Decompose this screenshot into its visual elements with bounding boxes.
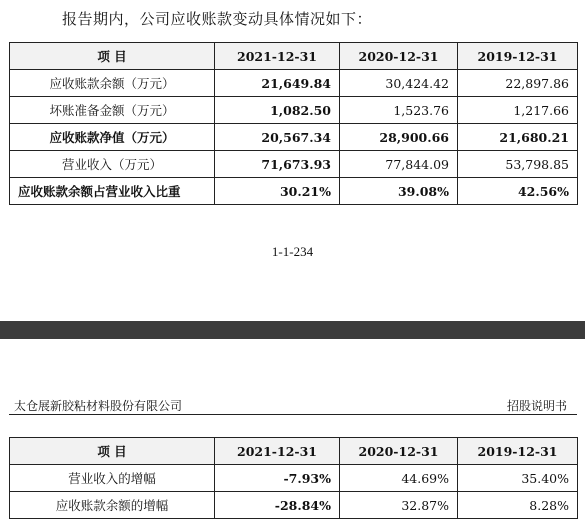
row-label: 坏账准备金额（万元） — [10, 97, 215, 124]
table-row — [10, 124, 578, 151]
table-header-row — [10, 438, 578, 465]
cell-2020: 28,900.66 — [340, 124, 458, 151]
cell-2019: 42.56% — [458, 178, 578, 205]
table-row — [10, 97, 578, 124]
table-row — [10, 70, 578, 97]
header-2019: 2019-12-31 — [458, 43, 578, 70]
cell-2020: 39.08% — [340, 178, 458, 205]
growth-table — [9, 437, 578, 519]
header-2021: 2021-12-31 — [215, 43, 340, 70]
header-2021: 2021-12-31 — [215, 438, 340, 465]
cell-2019: 1,217.66 — [458, 97, 578, 124]
header-2020: 2020-12-31 — [340, 43, 458, 70]
cell-2020: 77,844.09 — [340, 151, 458, 178]
header-2019: 2019-12-31 — [458, 438, 578, 465]
header-2020: 2020-12-31 — [340, 438, 458, 465]
company-name: 太仓展新胶粘材料股份有限公司 — [14, 399, 183, 413]
cell-2021: -28.84% — [215, 492, 340, 519]
row-label: 应收账款余额（万元） — [10, 70, 215, 97]
cell-2021: 30.21% — [215, 178, 340, 205]
row-label: 应收账款余额的增幅 — [10, 492, 215, 519]
table-row — [10, 151, 578, 178]
cell-2021: 21,649.84 — [215, 70, 340, 97]
cell-2020: 44.69% — [340, 465, 458, 492]
page-number: 1-1-234 — [271, 244, 314, 259]
table-row — [10, 178, 578, 205]
receivables-table — [9, 42, 578, 205]
row-label: 营业收入（万元） — [10, 151, 215, 178]
cell-2021: 20,567.34 — [215, 124, 340, 151]
cell-2020: 32.87% — [340, 492, 458, 519]
page-divider — [0, 321, 585, 339]
table-row — [10, 465, 578, 492]
cell-2019: 21,680.21 — [458, 124, 578, 151]
row-label: 营业收入的增幅 — [10, 465, 215, 492]
cell-2021: 71,673.93 — [215, 151, 340, 178]
intro-text: 报告期内，公司应收账款变动具体情况如下： — [62, 10, 373, 28]
header-item: 项 目 — [10, 438, 215, 465]
cell-2021: 1,082.50 — [215, 97, 340, 124]
document-type: 招股说明书 — [506, 399, 567, 413]
cell-2019: 53,798.85 — [458, 151, 578, 178]
cell-2019: 35.40% — [458, 465, 578, 492]
table-row — [10, 492, 578, 519]
header-item: 项 目 — [10, 43, 215, 70]
row-label: 应收账款余额占营业收入比重 — [10, 178, 215, 205]
header-rule — [9, 414, 577, 415]
table-header-row — [10, 43, 578, 70]
cell-2019: 22,897.86 — [458, 70, 578, 97]
cell-2019: 8.28% — [458, 492, 578, 519]
cell-2021: -7.93% — [215, 465, 340, 492]
row-label: 应收账款净值（万元） — [10, 124, 215, 151]
cell-2020: 30,424.42 — [340, 70, 458, 97]
cell-2020: 1,523.76 — [340, 97, 458, 124]
